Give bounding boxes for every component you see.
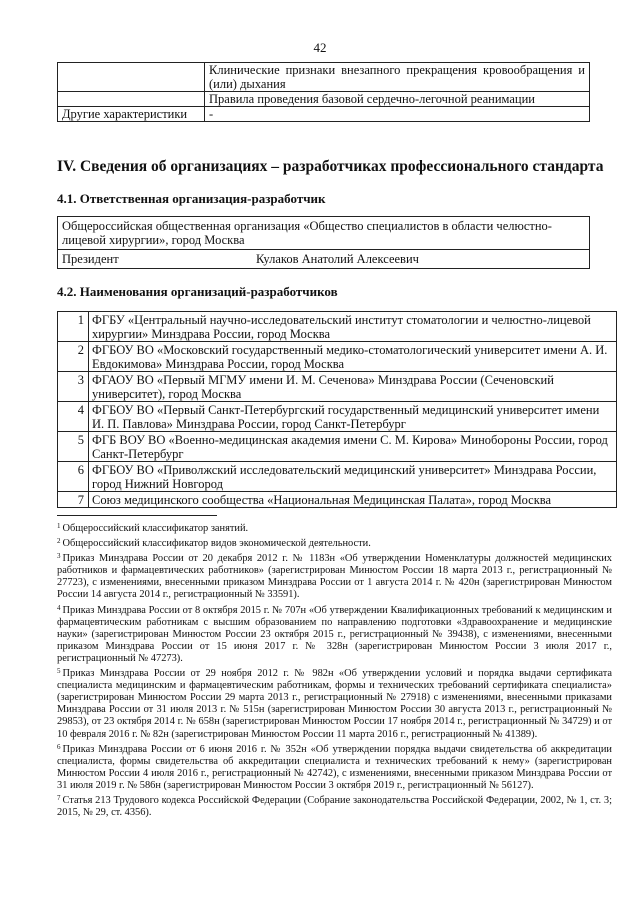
footnote-text: Приказ Минздрава России от 29 ноября 2012 г. № 982н «Об утверждении условий и порядка выдачи сертификата специалиста медицинским и фармацевтическим работникам, формы и технических требований сертификата специалиста» (зарегистрирован Минюстом России 29 марта 2013 г., регистрационный № 27918) с изменениями, внесенными приказами Минздрава России от 31 июля 2013 г. № 515н (зарегистрирован Минюстом России 30 августа 2013 г., регистрационный № 29853), от 23 октября 2014 г. № 658н (зарегистрирован Минюстом России 17 ноября 2014 г., регистрационный № 34729) и от 10 февраля 2016 г. № 82н (зарегистрирован Минюстом России 11 марта 2016 г., регистрационный № 41389). [57,668,612,740]
section-title: IV. Сведения об организациях – разработчиках профессионального стандарта [57,158,604,175]
row-number: 1 [58,312,89,342]
table-row [58,217,590,250]
footnote-text: Приказ Минздрава России от 6 июня 2016 г. № 352н «Об утверждении порядка выдачи свидетельства об аккредитации специалиста, формы свидетельства об аккредитации специалиста и технических требований к нему» (зарегистрирован Минюстом России 4 июля 2016 г., регистрационный № 42742), с изменениями, внесенными приказом Минздрава России от 31 июля 2019 г. № 586н (зарегистрирован Минюстом России 3 октября 2019 г., регистрационный № 56127). [57,743,612,791]
footnote-text: Приказ Минздрава России от 20 декабря 2012 г. № 1183н «Об утверждении Номенклатуры должностей медицинских работников и фармацевтических работников» (зарегистрирован Минюстом России 18 марта 2013 г., регистрационный № 27723), с изменениями, внесенными приказом Минздрава России от 1 августа 2014 г. № 420н (зарегистрирован Минюстом России 14 августа 2014 г., регистрационный № 33591). [57,553,612,601]
developer-organizations-table [57,311,617,508]
table-cell: Клинические признаки внезапного прекращения кровообращения и (или) дыхания [205,63,590,92]
table-cell: Правила проведения базовой сердечно-легочной реанимации [205,92,590,107]
footnote [57,550,612,601]
table-row [58,462,617,492]
footnote-text: Общероссийский классификатор видов экономической деятельности. [62,538,371,550]
table-row [58,92,590,107]
table-row [58,402,617,432]
row-number: 6 [58,462,89,492]
organization-name: ФГАОУ ВО «Первый МГМУ имени И. М. Сеченова» Минздрава России (Сеченовский университет), город Москва [89,372,617,402]
table-row [58,107,590,122]
table-cell-empty [58,63,205,92]
row-number: 5 [58,432,89,462]
other-characteristics-value: - [205,107,590,122]
footnote-mark: 5 [57,667,61,676]
footnote-mark: 4 [57,603,61,612]
table-row [58,342,617,372]
row-number: 4 [58,402,89,432]
organization-name: ФГБ ВОУ ВО «Военно-медицинская академия имени С. М. Кирова» Минобороны России, город Санкт-Петербург [89,432,617,462]
row-number: 7 [58,492,89,508]
footnote-mark: 6 [57,742,61,751]
footnote [57,520,612,535]
page-number: 42 [313,40,327,55]
table-row [58,250,590,269]
organization-name: ФГБОУ ВО «Московский государственный медико-стоматологический университет имени А. И. Евдокимова» Минздрава России, город Москва [89,342,617,372]
row-number: 3 [58,372,89,402]
row-number: 2 [58,342,89,372]
head-row [58,250,590,269]
footnote-mark: 1 [57,522,61,530]
footnote [57,535,612,550]
table-cell-empty [58,92,205,107]
footnote [57,665,612,741]
responsible-organization: Общероссийская общественная организация «Общество специалистов в области челюстно-лицевой хирургии», город Москва [58,217,590,250]
footnote-text: Общероссийский классификатор занятий. [62,523,249,534]
footnotes [57,520,612,819]
footnote-mark: 2 [57,537,61,546]
organization-name: Союз медицинского сообщества «Национальная Медицинская Палата», город Москва [89,492,617,508]
subsection-title-4-2: 4.2. Наименования организаций-разработчиков [57,284,338,299]
footnote-divider [57,515,217,516]
head-role: Президент [62,252,119,266]
footnote-text: Приказ Минздрава России от 8 октября 2015 г. № 707н «Об утверждении Квалификационных требований к медицинским и фармацевтическим работникам с высшим образованием по направлению подготовки «Здравоохранение и медицинские науки» (зарегистрирован Минюстом России 23 октября 2015 г., регистрационный № 39438), с изменениями, внесенными приказом Минздрава России от 15 июня 2017 г. № 328н (зарегистрирован Минюстом России 3 июля 2017 г., регистрационный № 47273). [57,604,612,664]
characteristics-table [57,62,590,122]
organization-name: ФГБОУ ВО «Приволжский исследовательский медицинский университет» Минздрава России, город Нижний Новгород [89,462,617,492]
table-row [58,372,617,402]
table-row [58,63,590,92]
other-characteristics-label: Другие характеристики [58,107,205,122]
footnote [57,741,612,792]
organization-name: ФГБОУ ВО «Первый Санкт-Петербургский государственный медицинский университет имени И. П. Павлова» Минздрава России, город Санкт-Петербург [89,402,617,432]
footnote [57,602,612,665]
table-row [58,492,617,508]
organization-name: ФГБУ «Центральный научно-исследовательский институт стоматологии и челюстно-лицевой хирургии» Минздрава России, город Москва [89,312,617,342]
responsible-organization-table [57,216,590,269]
footnote-text: Статья 213 Трудового кодекса Российской Федерации (Собрание законодательства Российской Федерации, 2002, № 1, ст. 3; 2015, № 29, ст. 4356). [57,794,612,819]
head-person: Кулаков Анатолий Алексеевич [256,252,419,266]
footnote-mark: 3 [57,552,61,561]
footnote-mark: 7 [57,793,61,802]
subsection-title-4-1: 4.1. Ответственная организация-разработчик [57,191,326,206]
footnote [57,792,612,819]
table-row [58,312,617,342]
table-row [58,432,617,462]
